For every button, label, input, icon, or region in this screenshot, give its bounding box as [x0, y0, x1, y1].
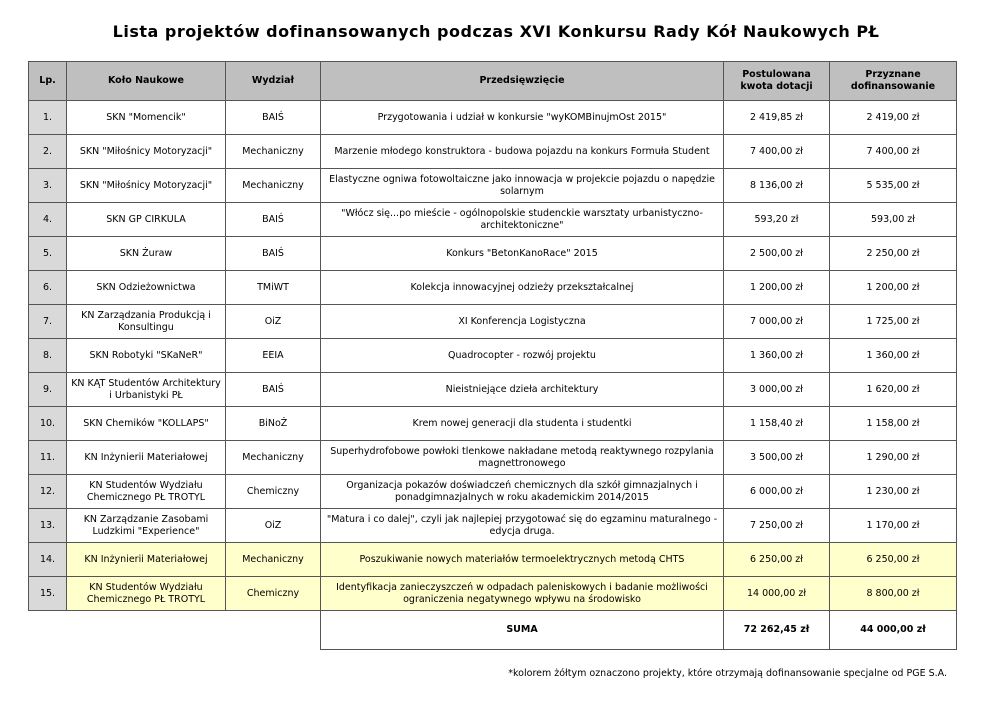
cell-projekt: Identyfikacja zanieczyszczeń w odpadach paleniskowych i badanie możliwości ograniczenia negatywnego wpływu na środowisko	[321, 577, 724, 611]
cell-lp: 1.	[29, 101, 67, 135]
cell-wydzial: OiZ	[226, 509, 321, 543]
cell-projekt: Marzenie młodego konstruktora - budowa pojazdu na konkurs Formuła Student	[321, 135, 724, 169]
cell-przyznane: 6 250,00 zł	[830, 543, 957, 577]
cell-postulowana: 14 000,00 zł	[724, 577, 830, 611]
cell-lp: 7.	[29, 305, 67, 339]
cell-postulowana: 3 500,00 zł	[724, 441, 830, 475]
cell-projekt: Konkurs "BetonKanoRace" 2015	[321, 237, 724, 271]
cell-wydzial: OiZ	[226, 305, 321, 339]
cell-lp: 2.	[29, 135, 67, 169]
table-row	[29, 577, 957, 611]
cell-wydzial: BAIŚ	[226, 101, 321, 135]
header-lp: Lp.	[29, 62, 67, 101]
table-row	[29, 475, 957, 509]
table-row	[29, 305, 957, 339]
table-row	[29, 543, 957, 577]
cell-projekt: "Matura i co dalej", czyli jak najlepiej przygotować się do egzaminu maturalnego - edycja druga.	[321, 509, 724, 543]
header-postulowana: Postulowana kwota dotacji	[724, 62, 830, 101]
cell-lp: 11.	[29, 441, 67, 475]
cell-postulowana: 7 000,00 zł	[724, 305, 830, 339]
table-row	[29, 203, 957, 237]
cell-projekt: Elastyczne ogniwa fotowoltaiczne jako innowacja w projekcie pojazdu o napędzie solarnym	[321, 169, 724, 203]
projects-table	[28, 61, 957, 650]
table-row	[29, 169, 957, 203]
cell-lp: 12.	[29, 475, 67, 509]
cell-kolo: KN KĄT Studentów Architektury i Urbanistyki PŁ	[67, 373, 226, 407]
cell-postulowana: 593,20 zł	[724, 203, 830, 237]
cell-wydzial: TMiWT	[226, 271, 321, 305]
cell-przyznane: 1 360,00 zł	[830, 339, 957, 373]
cell-przyznane: 1 725,00 zł	[830, 305, 957, 339]
cell-kolo: KN Studentów Wydziału Chemicznego PŁ TROTYL	[67, 475, 226, 509]
header-przyznane: Przyznane dofinansowanie	[830, 62, 957, 101]
header-kolo: Koło Naukowe	[67, 62, 226, 101]
summary-postulowana: 72 262,45 zł	[724, 611, 830, 650]
cell-przyznane: 1 170,00 zł	[830, 509, 957, 543]
cell-lp: 8.	[29, 339, 67, 373]
table-row	[29, 339, 957, 373]
table-row	[29, 271, 957, 305]
cell-przyznane: 8 800,00 zł	[830, 577, 957, 611]
cell-kolo: KN Zarządzania Produkcją i Konsultingu	[67, 305, 226, 339]
cell-wydzial: Chemiczny	[226, 577, 321, 611]
cell-przyznane: 1 290,00 zł	[830, 441, 957, 475]
summary-row	[29, 611, 957, 650]
table-row	[29, 509, 957, 543]
cell-lp: 10.	[29, 407, 67, 441]
cell-przyznane: 7 400,00 zł	[830, 135, 957, 169]
cell-projekt: Przygotowania i udział w konkursie "wyKOMBinujmOst 2015"	[321, 101, 724, 135]
cell-projekt: Organizacja pokazów doświadczeń chemicznych dla szkół gimnazjalnych i ponadgimnazjalnych w roku akademickim 2014/2015	[321, 475, 724, 509]
cell-postulowana: 2 419,85 zł	[724, 101, 830, 135]
cell-postulowana: 1 360,00 zł	[724, 339, 830, 373]
cell-przyznane: 1 200,00 zł	[830, 271, 957, 305]
cell-projekt: Quadrocopter - rozwój projektu	[321, 339, 724, 373]
cell-projekt: "Włócz się...po mieście - ogólnopolskie studenckie warsztaty urbanistyczno-architektoniczne"	[321, 203, 724, 237]
summary-blank	[29, 611, 321, 650]
cell-wydzial: BiNoŻ	[226, 407, 321, 441]
cell-wydzial: BAIŚ	[226, 237, 321, 271]
cell-kolo: KN Inżynierii Materiałowej	[67, 543, 226, 577]
table-row	[29, 237, 957, 271]
cell-kolo: SKN Odzieżownictwa	[67, 271, 226, 305]
footnote: *kolorem żółtym oznaczono projekty, które otrzymają dofinansowanie specjalne od PGE S.A.	[508, 668, 947, 679]
cell-projekt: Nieistniejące dzieła architektury	[321, 373, 724, 407]
cell-wydzial: Mechaniczny	[226, 135, 321, 169]
cell-lp: 15.	[29, 577, 67, 611]
table-row	[29, 135, 957, 169]
header-przedsiewziecie: Przedsięwzięcie	[321, 62, 724, 101]
cell-postulowana: 8 136,00 zł	[724, 169, 830, 203]
table-header-row	[29, 62, 957, 101]
cell-kolo: KN Inżynierii Materiałowej	[67, 441, 226, 475]
cell-wydzial: Mechaniczny	[226, 543, 321, 577]
cell-postulowana: 6 000,00 zł	[724, 475, 830, 509]
cell-przyznane: 2 250,00 zł	[830, 237, 957, 271]
cell-wydzial: Mechaniczny	[226, 169, 321, 203]
cell-lp: 14.	[29, 543, 67, 577]
cell-lp: 3.	[29, 169, 67, 203]
cell-lp: 9.	[29, 373, 67, 407]
cell-kolo: KN Zarządzanie Zasobami Ludzkimi "Experience"	[67, 509, 226, 543]
cell-wydzial: Chemiczny	[226, 475, 321, 509]
cell-przyznane: 2 419,00 zł	[830, 101, 957, 135]
cell-projekt: Krem nowej generacji dla studenta i studentki	[321, 407, 724, 441]
cell-lp: 6.	[29, 271, 67, 305]
cell-postulowana: 1 158,40 zł	[724, 407, 830, 441]
cell-wydzial: BAIŚ	[226, 203, 321, 237]
cell-lp: 13.	[29, 509, 67, 543]
cell-kolo: SKN Robotyki "SKaNeR"	[67, 339, 226, 373]
cell-kolo: KN Studentów Wydziału Chemicznego PŁ TROTYL	[67, 577, 226, 611]
cell-przyznane: 1 158,00 zł	[830, 407, 957, 441]
cell-projekt: XI Konferencja Logistyczna	[321, 305, 724, 339]
table-row	[29, 441, 957, 475]
table-row	[29, 373, 957, 407]
page-title: Lista projektów dofinansowanych podczas XVI Konkursu Rady Kół Naukowych PŁ	[112, 22, 880, 41]
cell-kolo: SKN Żuraw	[67, 237, 226, 271]
header-wydzial: Wydział	[226, 62, 321, 101]
cell-wydzial: BAIŚ	[226, 373, 321, 407]
table-row	[29, 407, 957, 441]
cell-przyznane: 1 620,00 zł	[830, 373, 957, 407]
table-row	[29, 101, 957, 135]
cell-kolo: SKN "Miłośnicy Motoryzacji"	[67, 135, 226, 169]
cell-kolo: SKN "Momencik"	[67, 101, 226, 135]
cell-lp: 4.	[29, 203, 67, 237]
cell-postulowana: 2 500,00 zł	[724, 237, 830, 271]
cell-przyznane: 593,00 zł	[830, 203, 957, 237]
cell-wydzial: EEIA	[226, 339, 321, 373]
summary-label: SUMA	[321, 611, 724, 650]
cell-przyznane: 5 535,00 zł	[830, 169, 957, 203]
cell-postulowana: 6 250,00 zł	[724, 543, 830, 577]
cell-postulowana: 3 000,00 zł	[724, 373, 830, 407]
cell-postulowana: 1 200,00 zł	[724, 271, 830, 305]
cell-kolo: SKN GP CIRKULA	[67, 203, 226, 237]
cell-lp: 5.	[29, 237, 67, 271]
cell-projekt: Superhydrofobowe powłoki tlenkowe nakładane metodą reaktywnego rozpylania magnettronowego	[321, 441, 724, 475]
cell-wydzial: Mechaniczny	[226, 441, 321, 475]
cell-projekt: Poszukiwanie nowych materiałów termoelektrycznych metodą CHTS	[321, 543, 724, 577]
cell-kolo: SKN Chemików "KOLLAPS"	[67, 407, 226, 441]
cell-postulowana: 7 400,00 zł	[724, 135, 830, 169]
cell-przyznane: 1 230,00 zł	[830, 475, 957, 509]
cell-postulowana: 7 250,00 zł	[724, 509, 830, 543]
cell-projekt: Kolekcja innowacyjnej odzieży przekształcalnej	[321, 271, 724, 305]
cell-kolo: SKN "Miłośnicy Motoryzacji"	[67, 169, 226, 203]
summary-przyznane: 44 000,00 zł	[830, 611, 957, 650]
